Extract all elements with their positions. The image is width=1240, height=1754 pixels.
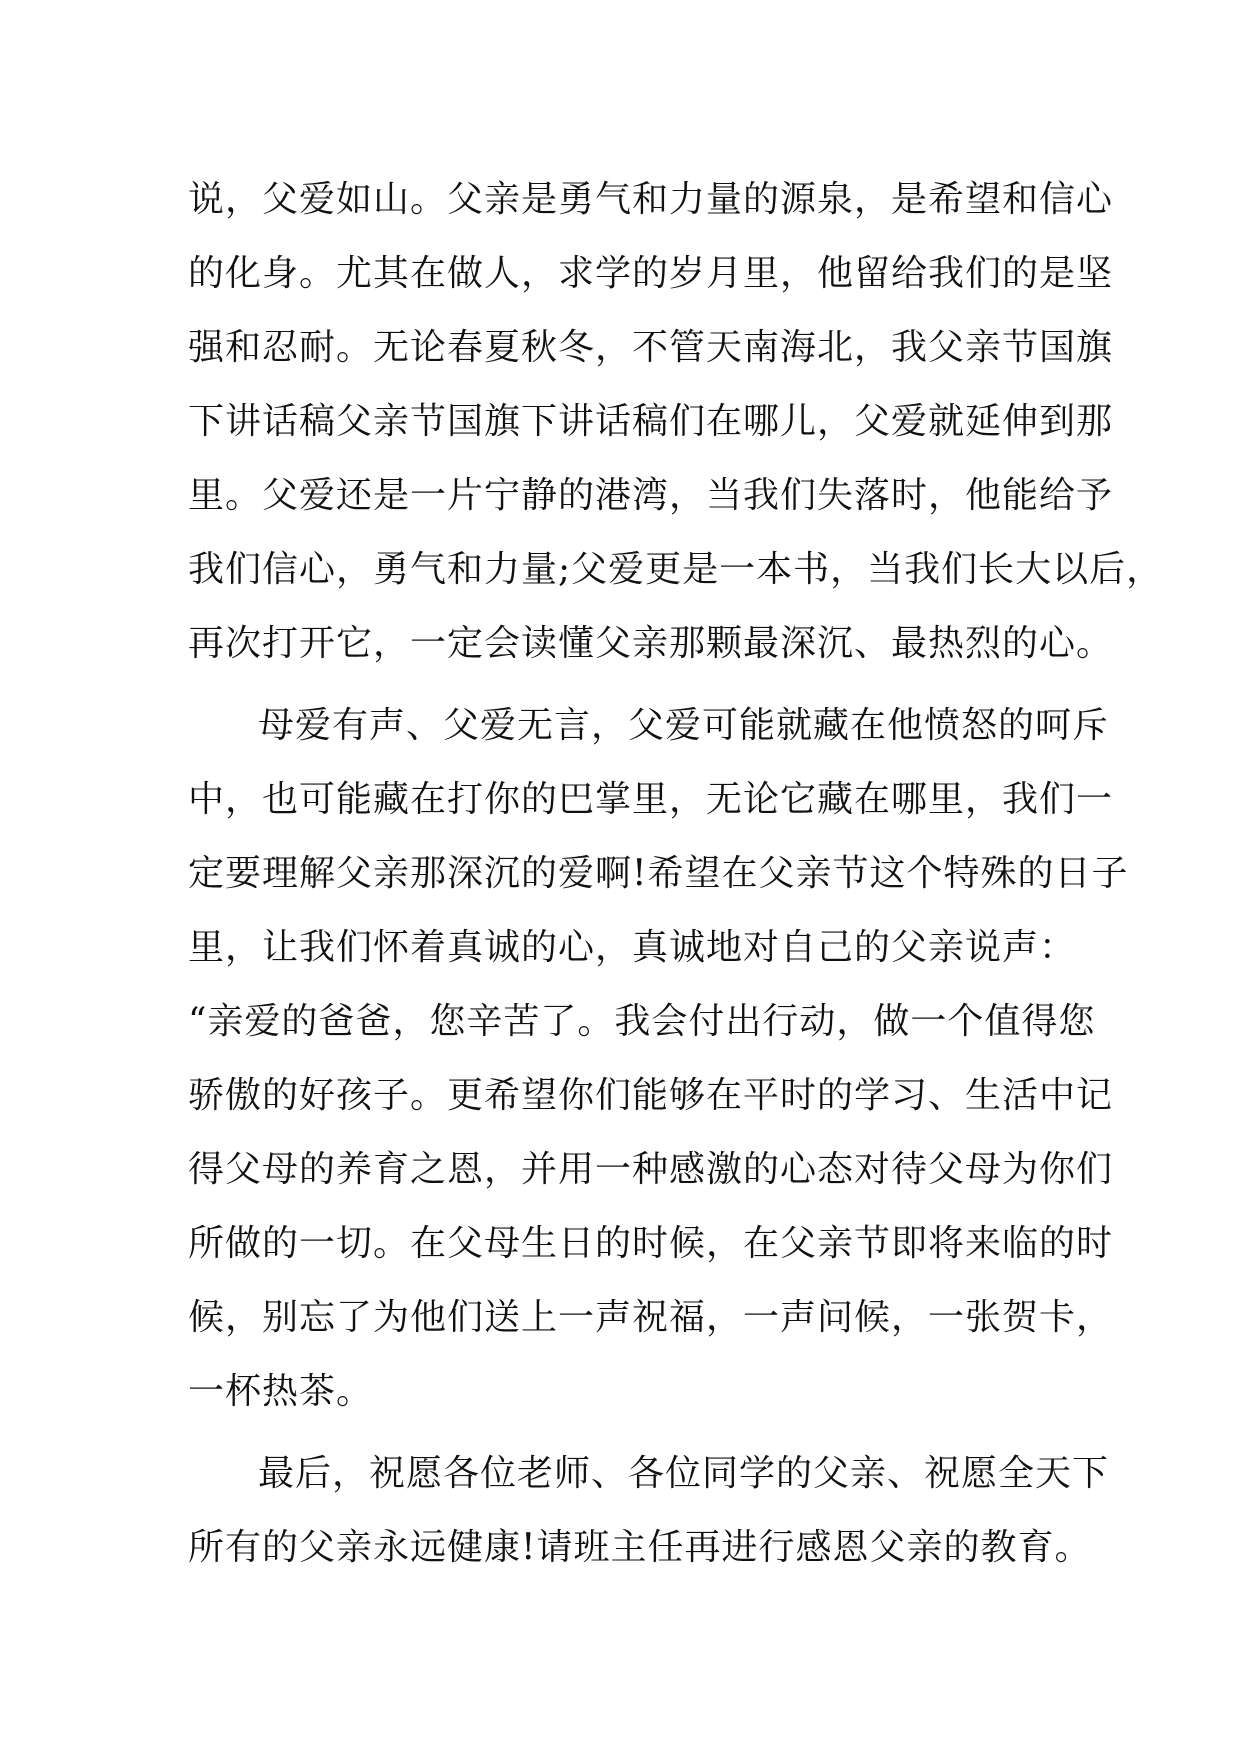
- text-line: 里。父爱还是一片宁静的港湾，当我们失落时，他能给予: [188, 475, 1114, 516]
- text-line: 候，别忘了为他们送上一声祝福，一声问候，一张贺卡，: [188, 1297, 1114, 1338]
- text-line: 下讲话稿父亲节国旗下讲话稿们在哪儿，父爱就延伸到那: [188, 401, 1114, 442]
- text-line: 所有的父亲永远健康!请班主任再进行感恩父亲的教育。: [188, 1527, 1092, 1568]
- text-line: “亲爱的爸爸，您辛苦了。我会付出行动，做一个值得您: [188, 1001, 1096, 1042]
- text-line: 定要理解父亲那深沉的爱啊!希望在父亲节这个特殊的日子: [188, 853, 1129, 894]
- text-line: 所做的一切。在父母生日的时候，在父亲节即将来临的时: [188, 1223, 1114, 1264]
- paragraph-3: [188, 1437, 1110, 1585]
- text-line: 强和忍耐。无论春夏秋冬，不管天南海北，我父亲节国旗: [188, 327, 1114, 368]
- document-body: [188, 163, 1164, 1585]
- paragraph-1: [188, 163, 1164, 681]
- paragraph-2: [188, 689, 1129, 1429]
- text-line: 母爱有声、父爱无言，父爱可能就藏在他愤怒的呵斥: [258, 705, 1110, 746]
- text-line: 的化身。尤其在做人，求学的岁月里，他留给我们的是坚: [188, 253, 1114, 294]
- text-line: 说，父爱如山。父亲是勇气和力量的源泉，是希望和信心: [188, 179, 1114, 220]
- text-line: 再次打开它，一定会读懂父亲那颗最深沉、最热烈的心。: [188, 623, 1114, 664]
- text-line: 我们信心，勇气和力量;父爱更是一本书，当我们长大以后，: [188, 549, 1164, 590]
- text-line: 骄傲的好孩子。更希望你们能够在平时的学习、生活中记: [188, 1075, 1114, 1116]
- text-line: 得父母的养育之恩，并用一种感激的心态对待父母为你们: [188, 1149, 1114, 1190]
- text-line: 中，也可能藏在打你的巴掌里，无论它藏在哪里，我们一: [188, 779, 1114, 820]
- text-line: 里，让我们怀着真诚的心，真诚地对自己的父亲说声：: [188, 927, 1077, 968]
- text-line: 一杯热茶。: [188, 1371, 374, 1412]
- text-line: 最后，祝愿各位老师、各位同学的父亲、祝愿全天下: [258, 1453, 1110, 1494]
